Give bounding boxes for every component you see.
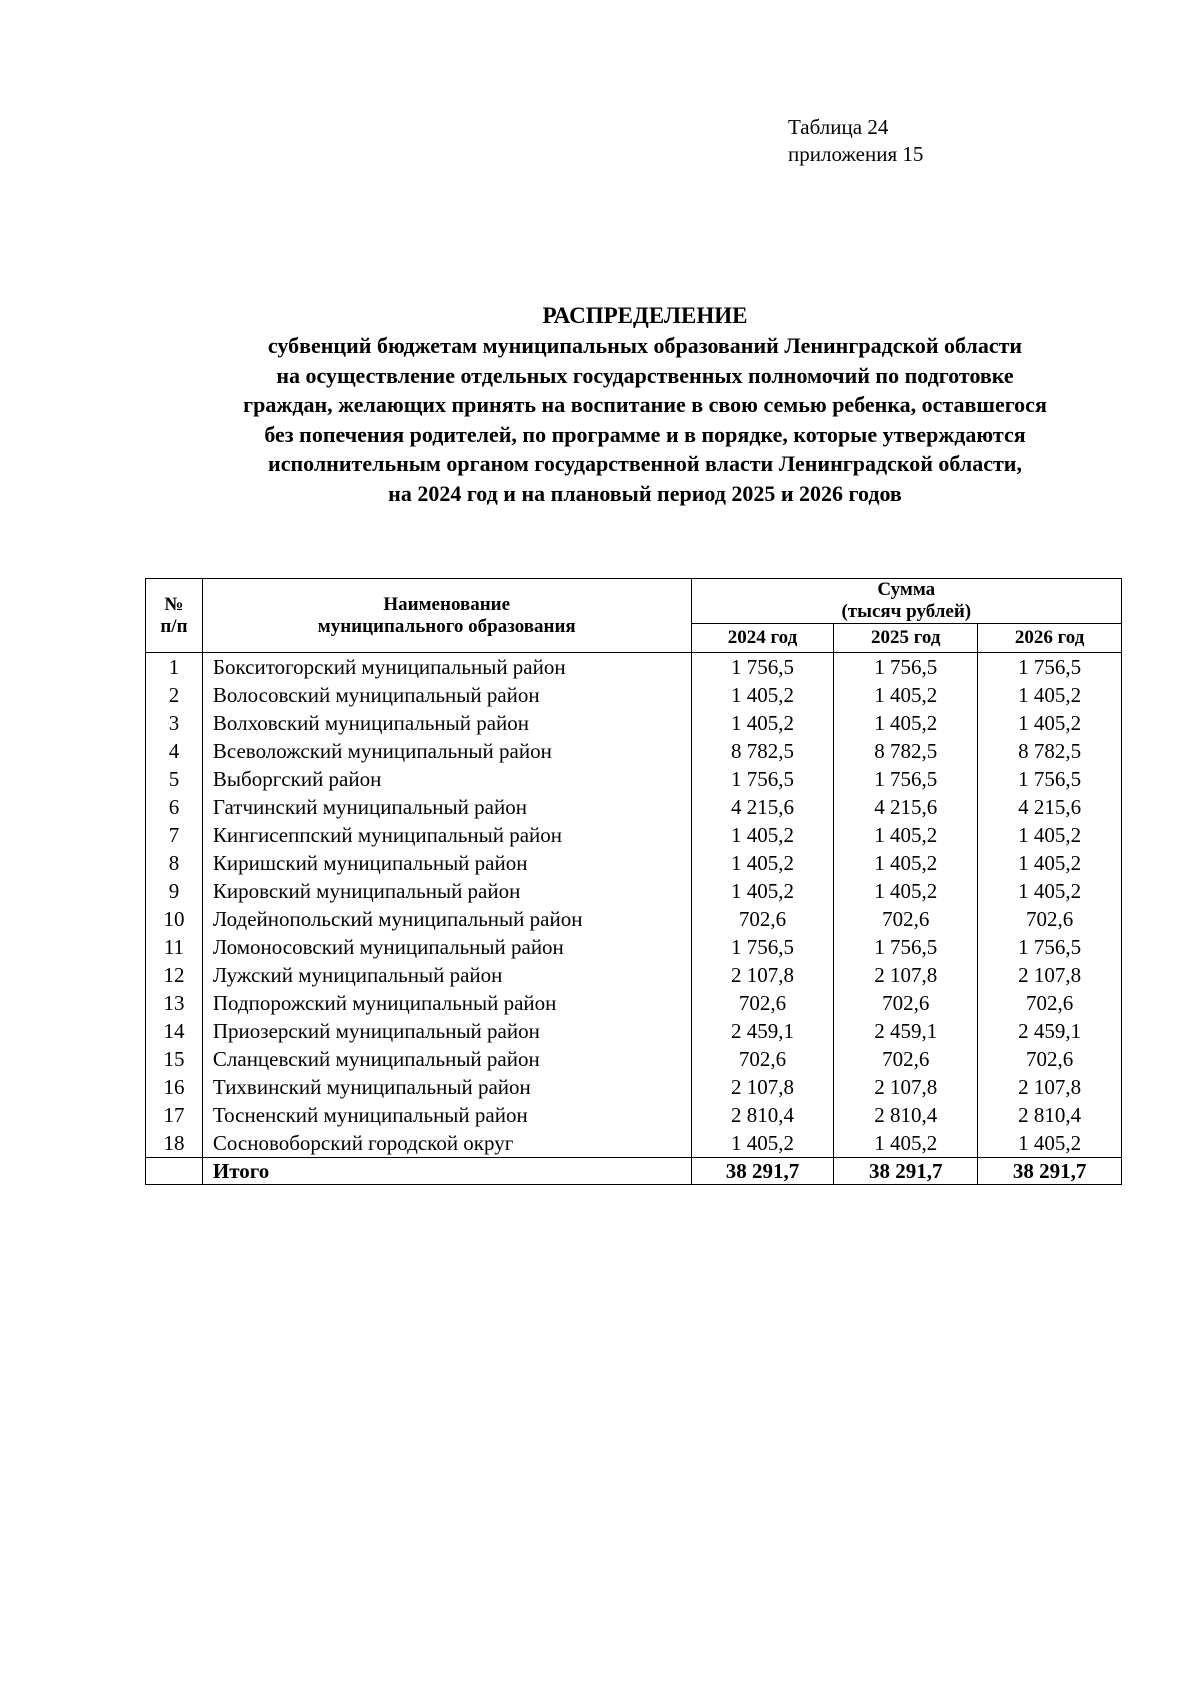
title-line: граждан, желающих принять на воспитание в свою семью ребенка, оставшегося	[243, 392, 1047, 417]
table-row	[146, 793, 1122, 821]
table-reference	[788, 114, 923, 168]
appendix-number: приложения 15	[788, 142, 924, 166]
header-sum-line1: Сумма	[877, 579, 936, 600]
row-value-2026: 2 107,8	[978, 961, 1122, 989]
row-value-2025: 1 405,2	[834, 1129, 978, 1158]
header-number	[146, 579, 203, 653]
row-name: Волосовский муниципальный район	[202, 681, 691, 709]
table-row	[146, 737, 1122, 765]
total-2024: 38 291,7	[691, 1158, 834, 1185]
row-value-2025: 702,6	[834, 989, 978, 1017]
row-name: Кировский муниципальный район	[202, 877, 691, 905]
table-row	[146, 961, 1122, 989]
total-2025: 38 291,7	[834, 1158, 978, 1185]
row-name: Киришский муниципальный район	[202, 849, 691, 877]
table-row	[146, 709, 1122, 737]
row-value-2025: 2 459,1	[834, 1017, 978, 1045]
row-value-2024: 702,6	[691, 905, 834, 933]
title-line: исполнительным органом государственной власти Ленинградской области,	[268, 451, 1022, 476]
row-value-2026: 1 405,2	[978, 877, 1122, 905]
table-row	[146, 989, 1122, 1017]
table-body	[146, 653, 1122, 1158]
row-name: Сланцевский муниципальный район	[202, 1045, 691, 1073]
table-row	[146, 849, 1122, 877]
row-name: Сосновоборский городской округ	[202, 1129, 691, 1158]
row-number: 14	[146, 1017, 203, 1045]
row-name: Лужский муниципальный район	[202, 961, 691, 989]
document-title	[0, 300, 1200, 508]
row-name: Приозерский муниципальный район	[202, 1017, 691, 1045]
row-number: 17	[146, 1101, 203, 1129]
row-name: Тихвинский муниципальный район	[202, 1073, 691, 1101]
header-year-2026: 2026 год	[978, 624, 1122, 653]
row-value-2025: 4 215,6	[834, 793, 978, 821]
row-value-2024: 702,6	[691, 1045, 834, 1073]
table-row	[146, 653, 1122, 682]
row-value-2024: 4 215,6	[691, 793, 834, 821]
row-value-2024: 1 405,2	[691, 681, 834, 709]
row-number: 12	[146, 961, 203, 989]
row-name: Гатчинский муниципальный район	[202, 793, 691, 821]
row-number: 1	[146, 653, 203, 682]
title-line: без попечения родителей, по программе и в порядке, которые утверждаются	[264, 421, 1026, 447]
row-value-2026: 702,6	[978, 989, 1122, 1017]
row-value-2024: 1 756,5	[691, 933, 834, 961]
row-value-2026: 1 405,2	[978, 1129, 1122, 1158]
table-row	[146, 1129, 1122, 1158]
row-number: 4	[146, 737, 203, 765]
row-number: 3	[146, 709, 203, 737]
header-name-line2: муниципального образования	[317, 615, 576, 637]
table-row	[146, 933, 1122, 961]
row-value-2026: 2 810,4	[978, 1101, 1122, 1129]
row-name: Всеволожский муниципальный район	[202, 737, 691, 765]
table-row	[146, 681, 1122, 709]
row-name: Кингисеппский муниципальный район	[202, 821, 691, 849]
row-value-2025: 2 107,8	[834, 1073, 978, 1101]
row-value-2026: 8 782,5	[978, 737, 1122, 765]
row-value-2026: 4 215,6	[978, 793, 1122, 821]
row-name: Бокситогорский муниципальный район	[202, 653, 691, 682]
row-value-2026: 2 459,1	[978, 1017, 1122, 1045]
row-value-2024: 1 756,5	[691, 765, 834, 793]
header-sum-line2: (тысяч рублей)	[841, 601, 972, 622]
row-number: 8	[146, 849, 203, 877]
row-value-2024: 2 810,4	[691, 1101, 834, 1129]
table-row	[146, 877, 1122, 905]
row-name: Лодейнопольский муниципальный район	[202, 905, 691, 933]
table-row	[146, 1045, 1122, 1073]
total-2026: 38 291,7	[978, 1158, 1122, 1185]
row-value-2024: 1 756,5	[691, 653, 834, 682]
table-row	[146, 821, 1122, 849]
row-value-2024: 1 405,2	[691, 1129, 834, 1158]
row-value-2026: 1 405,2	[978, 709, 1122, 737]
row-value-2026: 1 756,5	[978, 933, 1122, 961]
row-value-2025: 1 756,5	[834, 653, 978, 682]
row-number: 9	[146, 877, 203, 905]
row-value-2026: 1 405,2	[978, 849, 1122, 877]
header-year-2025: 2025 год	[834, 624, 978, 653]
row-value-2026: 2 107,8	[978, 1073, 1122, 1101]
title-line: на 2024 год и на плановый период 2025 и 2026 годов	[388, 480, 902, 506]
row-value-2026: 1 756,5	[978, 653, 1122, 682]
row-number: 10	[146, 905, 203, 933]
header-year-2024: 2024 год	[691, 624, 834, 653]
table-row	[146, 1101, 1122, 1129]
row-number: 15	[146, 1045, 203, 1073]
header-number-line1: №	[164, 593, 184, 615]
row-value-2026: 1 756,5	[978, 765, 1122, 793]
row-value-2024: 2 107,8	[691, 961, 834, 989]
row-value-2024: 1 405,2	[691, 877, 834, 905]
row-value-2025: 1 405,2	[834, 821, 978, 849]
row-name: Тосненский муниципальный район	[202, 1101, 691, 1129]
row-name: Ломоносовский муниципальный район	[202, 933, 691, 961]
row-value-2024: 2 107,8	[691, 1073, 834, 1101]
total-label: Итого	[202, 1158, 691, 1185]
row-value-2024: 1 405,2	[691, 709, 834, 737]
row-value-2025: 1 405,2	[834, 849, 978, 877]
row-value-2025: 1 405,2	[834, 709, 978, 737]
row-value-2026: 702,6	[978, 905, 1122, 933]
distribution-table	[145, 578, 1122, 1185]
row-name: Выборгский район	[202, 765, 691, 793]
row-number: 11	[146, 933, 203, 961]
title-heading: РАСПРЕДЕЛЕНИЕ	[542, 303, 748, 328]
row-value-2025: 702,6	[834, 905, 978, 933]
row-number: 6	[146, 793, 203, 821]
row-value-2026: 1 405,2	[978, 681, 1122, 709]
row-value-2025: 8 782,5	[834, 737, 978, 765]
total-num-cell	[146, 1158, 203, 1185]
row-value-2025: 2 810,4	[834, 1101, 978, 1129]
row-name: Подпорожский муниципальный район	[202, 989, 691, 1017]
table-row	[146, 1073, 1122, 1101]
header-number-line2: п/п	[160, 615, 188, 637]
table-row	[146, 765, 1122, 793]
row-value-2024: 702,6	[691, 989, 834, 1017]
table-row	[146, 905, 1122, 933]
row-number: 18	[146, 1129, 203, 1158]
total-row	[146, 1158, 1122, 1185]
header-name-line1: Наименование	[383, 593, 511, 615]
row-number: 5	[146, 765, 203, 793]
row-value-2024: 2 459,1	[691, 1017, 834, 1045]
header-sum	[691, 579, 1121, 624]
row-value-2024: 1 405,2	[691, 849, 834, 877]
row-value-2026: 702,6	[978, 1045, 1122, 1073]
row-value-2025: 2 107,8	[834, 961, 978, 989]
row-value-2024: 8 782,5	[691, 737, 834, 765]
row-value-2025: 1 405,2	[834, 681, 978, 709]
row-value-2025: 1 405,2	[834, 877, 978, 905]
row-number: 13	[146, 989, 203, 1017]
row-name: Волховский муниципальный район	[202, 709, 691, 737]
row-value-2025: 1 756,5	[834, 765, 978, 793]
row-value-2026: 1 405,2	[978, 821, 1122, 849]
row-value-2025: 702,6	[834, 1045, 978, 1073]
table-row	[146, 1017, 1122, 1045]
row-value-2025: 1 756,5	[834, 933, 978, 961]
row-number: 16	[146, 1073, 203, 1101]
row-value-2024: 1 405,2	[691, 821, 834, 849]
row-number: 7	[146, 821, 203, 849]
title-line: на осуществление отдельных государственных полномочий по подготовке	[276, 362, 1014, 388]
table-number: Таблица 24	[788, 115, 889, 139]
title-line: субвенций бюджетам муниципальных образований Ленинградской области	[267, 333, 1023, 358]
header-name	[202, 579, 691, 653]
row-number: 2	[146, 681, 203, 709]
